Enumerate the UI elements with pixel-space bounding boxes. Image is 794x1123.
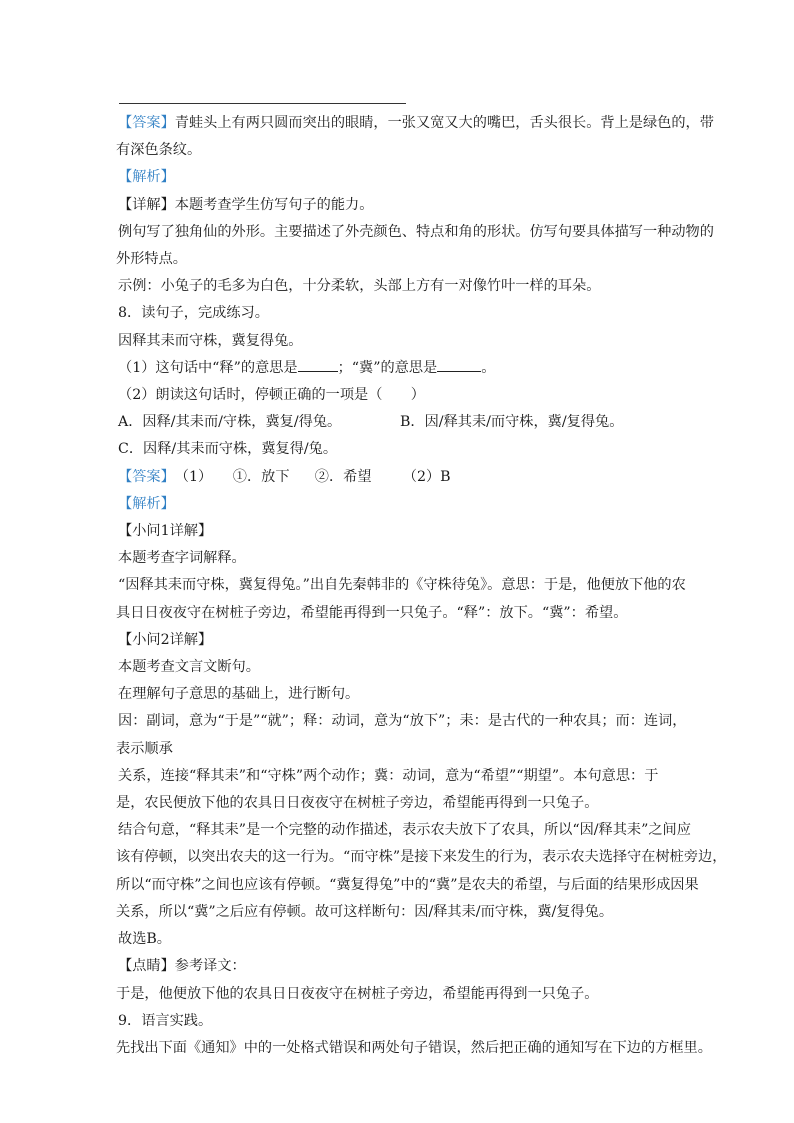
explanation-line: 是，农民便放下他的农具日日夜夜守在树桩子旁边，希望能再得到一只兔子。 bbox=[116, 795, 599, 812]
sub-question-2-heading: 【小问2详解】 bbox=[118, 631, 213, 648]
explanation-line: 关系，所以“冀”之后应有停顿。故可这样断句：因/释其耒/而守株，冀/复得兔。 bbox=[116, 903, 614, 920]
answer-blank bbox=[298, 359, 338, 372]
sub-question-1-heading: 【小问1详解】 bbox=[118, 523, 213, 540]
tips-heading: 【点睛】参考译文： bbox=[118, 958, 246, 975]
explanation-line: 本题考查文言文断句。 bbox=[118, 659, 260, 676]
explanation-line: “因释其耒而守株，冀复得兔。”出自先秦韩非的《守株待兔》。意思：于是，他便放下他的农 bbox=[118, 577, 686, 594]
detail-line: 外形特点。 bbox=[116, 251, 187, 268]
explanation-line: 该有停顿，以突出农夫的这一行为。“而守株”是接下来发生的行为，表示农夫选择守在树桩旁边， bbox=[116, 849, 727, 866]
explanation-line: 本题考查字词解释。 bbox=[118, 550, 246, 567]
answer-7-line-1: 【答案】青蛙头上有两只圆而突出的眼睛，一张又宽又大的嘴巴，舌头很长。背上是绿色的，带 bbox=[118, 115, 714, 131]
conclusion-line: 故选B。 bbox=[118, 931, 171, 948]
question-8-sentence: 因释其耒而守株，冀复得兔。 bbox=[118, 332, 303, 349]
options-row bbox=[118, 409, 714, 436]
explanation-line: 因：副词，意为“于是”“就”；释：动词，意为“放下”；耒：是古代的一种农具；而：连词， bbox=[118, 713, 687, 730]
detail-heading: 【详解】本题考查学生仿写句子的能力。 bbox=[118, 196, 374, 213]
answer-tag: 【答案】 bbox=[118, 115, 175, 131]
footnote-rule bbox=[119, 103, 406, 104]
document-body bbox=[116, 110, 727, 1062]
question-8-part-2: （2）朗读这句话时，停顿正确的一项是（ ） bbox=[118, 387, 425, 404]
explanation-line: 关系，连接“释其耒”和“守株”两个动作；冀：动词，意为“希望”“期望”。本句意思：于 bbox=[118, 767, 659, 784]
question-9-title: 9．语言实践。 bbox=[118, 1012, 213, 1029]
question-8-part-1: （1）这句话中“释”的意思是 ；“冀”的意思是 。 bbox=[118, 359, 496, 376]
example-line: 示例：小兔子的毛多为白色，十分柔软，头部上方有一对像竹叶一样的耳朵。 bbox=[118, 278, 601, 295]
question-8-title: 8．读句子，完成练习。 bbox=[118, 305, 269, 322]
question-9-instruction: 先找出下面《通知》中的一处格式错误和两处句子错误，然后把正确的通知写在下边的方框里。 bbox=[116, 1039, 712, 1056]
answer-8-line: 【答案】 （1） ①．放下 ②．希望 （2）B bbox=[118, 464, 714, 491]
answer-blank bbox=[437, 359, 481, 372]
explanation-line: 表示顺承 bbox=[116, 740, 173, 757]
option-a: A．因释/其耒而/守株，冀复/得兔。 bbox=[118, 414, 342, 431]
analysis-tag: 【解析】 bbox=[118, 495, 175, 512]
explanation-line: 所以“而守株”之间也应该有停顿。“冀复得兔”中的“冀”是农夫的希望，与后面的结果形成因果 bbox=[116, 876, 699, 893]
answer-7-line-2: 有深色条纹。 bbox=[116, 142, 202, 159]
detail-line: 例句写了独角仙的外形。主要描述了外壳颜色、特点和角的形状。仿写句要具体描写一种动物的 bbox=[118, 223, 714, 240]
answer-tag: 【答案】 bbox=[118, 468, 175, 485]
option-b: B．因/释其耒/而守株，冀/复得兔。 bbox=[400, 414, 624, 431]
option-c: C．因释/其耒而守株，冀复得/兔。 bbox=[118, 441, 338, 458]
explanation-line: 具日日夜夜守在树桩子旁边，希望能再得到一只兔子。“释”：放下。“冀”：希望。 bbox=[116, 604, 628, 621]
translation-line: 于是，他便放下他的农具日日夜夜守在树桩子旁边，希望能再得到一只兔子。 bbox=[116, 985, 599, 1002]
analysis-tag: 【解析】 bbox=[118, 169, 175, 186]
explanation-line: 结合句意，“释其耒”是一个完整的动作描述，表示农夫放下了农具，所以“因/释其耒”之间应 bbox=[118, 822, 691, 839]
explanation-line: 在理解句子意思的基础上，进行断句。 bbox=[118, 686, 360, 703]
